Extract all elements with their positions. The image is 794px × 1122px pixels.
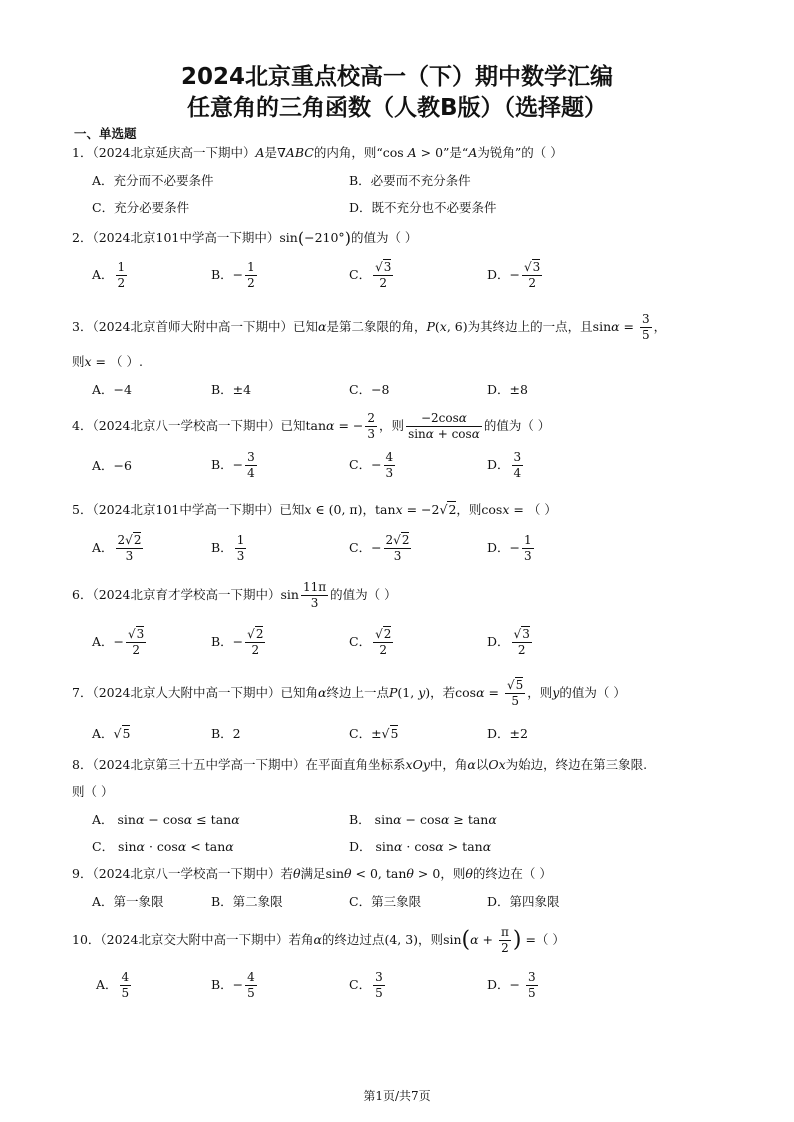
question-7: 7．（2024北京人大附中高一下期中）已知角α终边上一点P(1, y)，若cosα = $\frac{√5}{5}$ ，则y的值为（ ）	[72, 678, 626, 708]
question-3-line-2: 则x = （ ）.	[72, 354, 143, 369]
question-5-source: 5．（2024北京101中学高一下期中）已知	[72, 502, 305, 517]
q9-option-b: B．第二象限	[211, 894, 283, 909]
question-2: 2．（2024北京101中学高一下期中）sin(−210°)的值为（ ）	[72, 228, 418, 248]
q2-option-b: B．− $\frac{1}{2}$	[211, 260, 255, 290]
question-6-source: 6．（2024北京育才学校高一下期中）	[72, 587, 281, 602]
q7-option-d: D．±2	[487, 726, 528, 741]
question-4-text: ，则	[379, 418, 405, 433]
q7-option-c: C．±√5	[349, 726, 399, 741]
q5-option-a: A． $\frac{2√2}{3}$	[92, 533, 142, 563]
question-4-source: 4．（2024北京八一学校高一下期中）已知	[72, 418, 306, 433]
question-1-text: 的内角，则“	[313, 145, 383, 160]
question-3-source: 3．（2024北京首师大附中高一下期中）已知	[72, 319, 319, 334]
page-title-line-2: 任意角的三角函数（人教B版）（选择题）	[186, 95, 608, 121]
question-4-text: 的值为（ ）	[483, 418, 551, 433]
section-heading: 一、单选题	[74, 126, 137, 141]
question-1-text: ”是“	[443, 145, 469, 160]
q4-option-d: D． $\frac{3}{4}$	[487, 450, 522, 480]
question-8-text: 中，角	[429, 757, 468, 772]
question-1-text: 是	[264, 145, 278, 160]
question-10-source: 10．（2024北京交大附中高一下期中）若角	[72, 932, 314, 947]
q5-option-d: D．− $\frac{1}{3}$	[487, 533, 532, 563]
page-footer: 第1页/共7页	[363, 1089, 431, 1103]
question-6-text: 的值为（ ）	[330, 587, 397, 602]
question-10-text: 的终边过点	[321, 932, 385, 947]
question-5-text: ，	[362, 502, 376, 517]
q6-option-d: D． $\frac{√3}{2}$	[487, 627, 530, 657]
q10-option-a: A． $\frac{4}{5}$	[96, 970, 130, 1000]
q1-option-b: B．必要而不充分条件	[349, 173, 471, 188]
question-7-text: 终边上一点	[326, 685, 389, 700]
q1-option-c: C．充分必要条件	[92, 200, 190, 215]
question-7-text: ，若	[430, 685, 456, 700]
question-8-text: 以	[475, 757, 489, 772]
q2-option-a: A． $\frac{1}{2}$	[92, 260, 126, 290]
q1-option-d: D．既不充分也不必要条件	[349, 200, 497, 215]
q9-option-a: A．第一象限	[92, 894, 164, 909]
q10-option-c: C． $\frac{3}{5}$	[349, 970, 383, 1000]
question-8: 8．（2024北京第三十五中学高一下期中）在平面直角坐标系xOy中，角α以Ox为始边，终边在第三象限.	[72, 757, 648, 772]
question-10-text: ，则	[418, 932, 444, 947]
question-3-text: 则	[72, 354, 85, 369]
question-7-source: 7．（2024北京人大附中高一下期中）已知角	[72, 685, 319, 700]
question-9-source: 9．（2024北京八一学校高一下期中）若	[72, 866, 294, 881]
q6-option-b: B．− $\frac{√2}{2}$	[211, 627, 264, 657]
q7-option-a: A．√5	[92, 726, 131, 741]
question-2-source: 2．（2024北京101中学高一下期中）	[72, 230, 280, 245]
question-3-text: 是第二象限的角，	[326, 319, 427, 334]
question-9-text: 的终边在（ ）	[472, 866, 552, 881]
q4-option-a: A．−6	[92, 458, 132, 473]
q10-option-d: D．− $\frac{3}{5}$	[487, 970, 536, 1000]
q9-option-d: D．第四象限	[487, 894, 560, 909]
question-8-source: 8．（2024北京第三十五中学高一下期中）在平面直角坐标系	[72, 757, 406, 772]
q4-option-b: B．− $\frac{3}{4}$	[211, 450, 255, 480]
q3-option-a: A．−4	[92, 382, 132, 397]
question-3: 3．（2024北京首师大附中高一下期中）已知α是第二象限的角，P(x, 6)为其终边上的一点，且sinα = $\frac{3}{5}$ ，	[72, 312, 667, 342]
question-7-text: 的值为（ ）	[559, 685, 626, 700]
q5-option-c: C．− $\frac{2√2}{3}$	[349, 533, 410, 563]
question-1: 1．（2024北京延庆高一下期中）A是∇ABC的内角，则“cos A > 0”是“A为锐角”的（ ）	[72, 145, 563, 160]
q7-option-b: B．2	[211, 726, 241, 741]
q8-option-b: B． sinα − cosα ≥ tanα	[349, 812, 497, 827]
q6-option-c: C． $\frac{√2}{2}$	[349, 627, 392, 657]
q10-option-b: B．− $\frac{4}{5}$	[211, 970, 255, 1000]
question-5-text: （ ）	[527, 502, 557, 517]
question-1-source: 1．（2024北京延庆高一下期中）	[72, 145, 256, 160]
q1-option-a: A．充分而不必要条件	[92, 173, 214, 188]
question-3-text: （ ）.	[110, 354, 143, 369]
q6-option-a: A．− $\frac{√3}{2}$	[92, 627, 145, 657]
q9-option-c: C．第三象限	[349, 894, 422, 909]
q4-option-c: C．− $\frac{4}{3}$	[349, 450, 394, 480]
q8-option-d: D． sinα · cosα > tanα	[349, 839, 492, 854]
question-9-text: 满足	[300, 866, 326, 881]
q8-option-c: C． sinα · cosα < tanα	[92, 839, 234, 854]
question-8-line-2: 则（ ）	[72, 784, 114, 799]
page-title-line-1: 2024北京重点校高一（下）期中数学汇编	[180, 64, 613, 90]
q2-option-c: C． $\frac{√3}{2}$	[349, 260, 392, 290]
question-9: 9．（2024北京八一学校高一下期中）若θ满足sinθ < 0, tanθ > 0，则θ的终边在（ ）	[72, 866, 552, 881]
question-9-text: ，则	[440, 866, 466, 881]
question-5: 5．（2024北京101中学高一下期中）已知x ∈ (0, π)，tanx = −2√2，则cosx = （ ）	[72, 502, 557, 517]
question-6: 6．（2024北京育才学校高一下期中）sin $\frac{11\pi}{3}$ 的值为（ ）	[72, 580, 397, 610]
question-2-text: 的值为（ ）	[350, 230, 418, 245]
q2-option-d: D．− $\frac{√3}{2}$	[487, 260, 541, 290]
q3-option-d: D．±8	[487, 382, 528, 397]
question-4: 4．（2024北京八一学校高一下期中）已知tanα = − $\frac{2}{3}$ ，则 $\frac{-2\cos\alpha}{\sin\alpha + \cos\alpha}$ 的值为（ ）	[72, 411, 551, 441]
question-7-text: ，则	[527, 685, 553, 700]
q3-option-b: B．±4	[211, 382, 252, 397]
question-5-text: ，则	[456, 502, 482, 517]
question-3-text: 为其终边上的一点，且	[467, 319, 593, 334]
q8-option-a: A． sinα − cosα ≤ tanα	[92, 812, 240, 827]
question-10: 10．（2024北京交大附中高一下期中）若角α的终边过点(4, 3)，则sin(α + $\frac{\pi}{2}$ ) =（ ）	[72, 925, 565, 955]
question-1-text: 为锐角”的（ ）	[477, 145, 563, 160]
q3-option-c: C．−8	[349, 382, 390, 397]
q5-option-b: B． $\frac{1}{3}$	[211, 533, 245, 563]
question-8-text: 为始边，终边在第三象限.	[505, 757, 648, 772]
